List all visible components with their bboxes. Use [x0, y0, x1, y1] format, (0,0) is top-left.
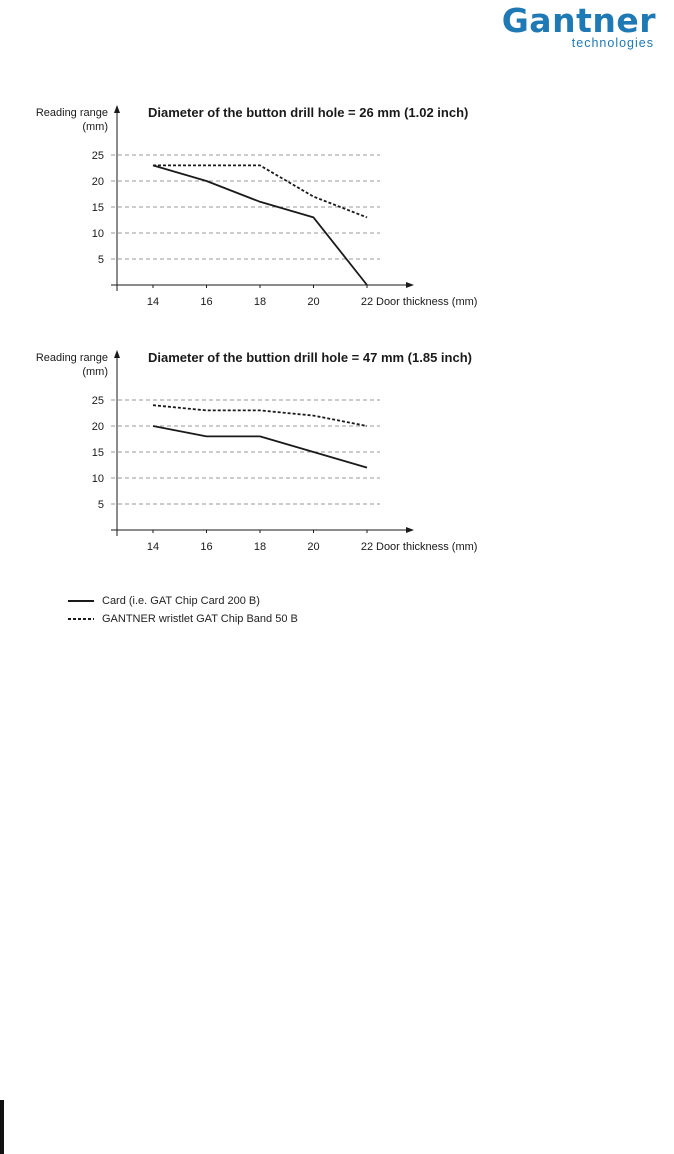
legend-item-card	[68, 592, 298, 610]
chart-26mm-y-axis-arrow-icon	[114, 105, 120, 113]
chart-47mm-ylabel-line2: (mm)	[82, 366, 108, 378]
chart-legend	[68, 592, 298, 628]
legend-label-wristlet: GANTNER wristlet GAT Chip Band 50 B	[102, 613, 298, 625]
chart-26mm-ylabel-line2: (mm)	[82, 121, 108, 133]
chart-47mm-xlabel: Door thickness (mm)	[376, 541, 478, 553]
chart-26mm-xtick-16: 16	[200, 296, 213, 308]
chart-26mm-series-wristlet-line	[153, 165, 367, 217]
chart-26mm-ytick-10: 10	[91, 228, 104, 240]
legend-item-wristlet	[68, 610, 298, 628]
chart-26mm-ytick-25: 25	[91, 150, 104, 162]
chart-47mm-series-wristlet-line	[153, 405, 367, 426]
chart-26mm-svg	[0, 95, 674, 335]
chart-26mm-x-axis-arrow-icon	[406, 282, 414, 288]
chart-47mm-ytick-25: 25	[91, 395, 104, 407]
chart-47mm-y-axis-arrow-icon	[114, 350, 120, 358]
chart-47mm-xtick-22: 22	[360, 541, 374, 553]
logo-wordmark: Gantner	[501, 1, 656, 40]
chart-47mm-xtick-18: 18	[253, 541, 267, 553]
chart-26mm-series-card-line	[153, 165, 367, 285]
legend-solid-line-icon	[68, 598, 94, 604]
chart-26mm-xtick-18: 18	[253, 296, 267, 308]
chart-26mm-xtick-22: 22	[360, 296, 374, 308]
chart-47mm-xtick-14: 14	[146, 541, 160, 553]
chart-47mm-xtick-16: 16	[200, 541, 213, 553]
gantner-logo	[501, 1, 656, 50]
chart-26mm-ytick-5: 5	[97, 254, 104, 266]
chart-47mm-ylabel-line1: Reading range	[35, 352, 108, 364]
chart-47mm-title: Diameter of the buttion drill hole = 47 mm (1.85 inch)	[148, 350, 472, 365]
chart-26mm-ytick-15: 15	[91, 202, 104, 214]
chart-26mm-ylabel-line1: Reading range	[35, 107, 108, 119]
chart-47mm-series-card-line	[153, 426, 367, 468]
chart-47mm-ytick-15: 15	[91, 447, 104, 459]
chart-26mm-title: Diameter of the button drill hole = 26 mm (1.02 inch)	[148, 105, 469, 120]
chart-26mm-ytick-20: 20	[91, 176, 104, 188]
chart-47mm-x-axis-arrow-icon	[406, 527, 414, 533]
legend-dashed-line-icon	[68, 616, 94, 622]
chart-47mm-ytick-10: 10	[91, 473, 104, 485]
chart-26mm-xlabel: Door thickness (mm)	[376, 296, 478, 308]
chart-47mm-svg	[0, 340, 674, 580]
chart-26mm-xtick-20: 20	[307, 296, 320, 308]
legend-label-card: Card (i.e. GAT Chip Card 200 B)	[102, 595, 260, 607]
page-margin-bar	[0, 1100, 4, 1154]
chart-26mm-xtick-14: 14	[146, 296, 160, 308]
chart-47mm	[0, 340, 674, 580]
chart-47mm-ytick-5: 5	[97, 499, 104, 511]
chart-26mm	[0, 95, 674, 335]
logo-subtitle: technologies	[571, 36, 654, 50]
chart-47mm-xtick-20: 20	[307, 541, 320, 553]
chart-47mm-ytick-20: 20	[91, 421, 104, 433]
